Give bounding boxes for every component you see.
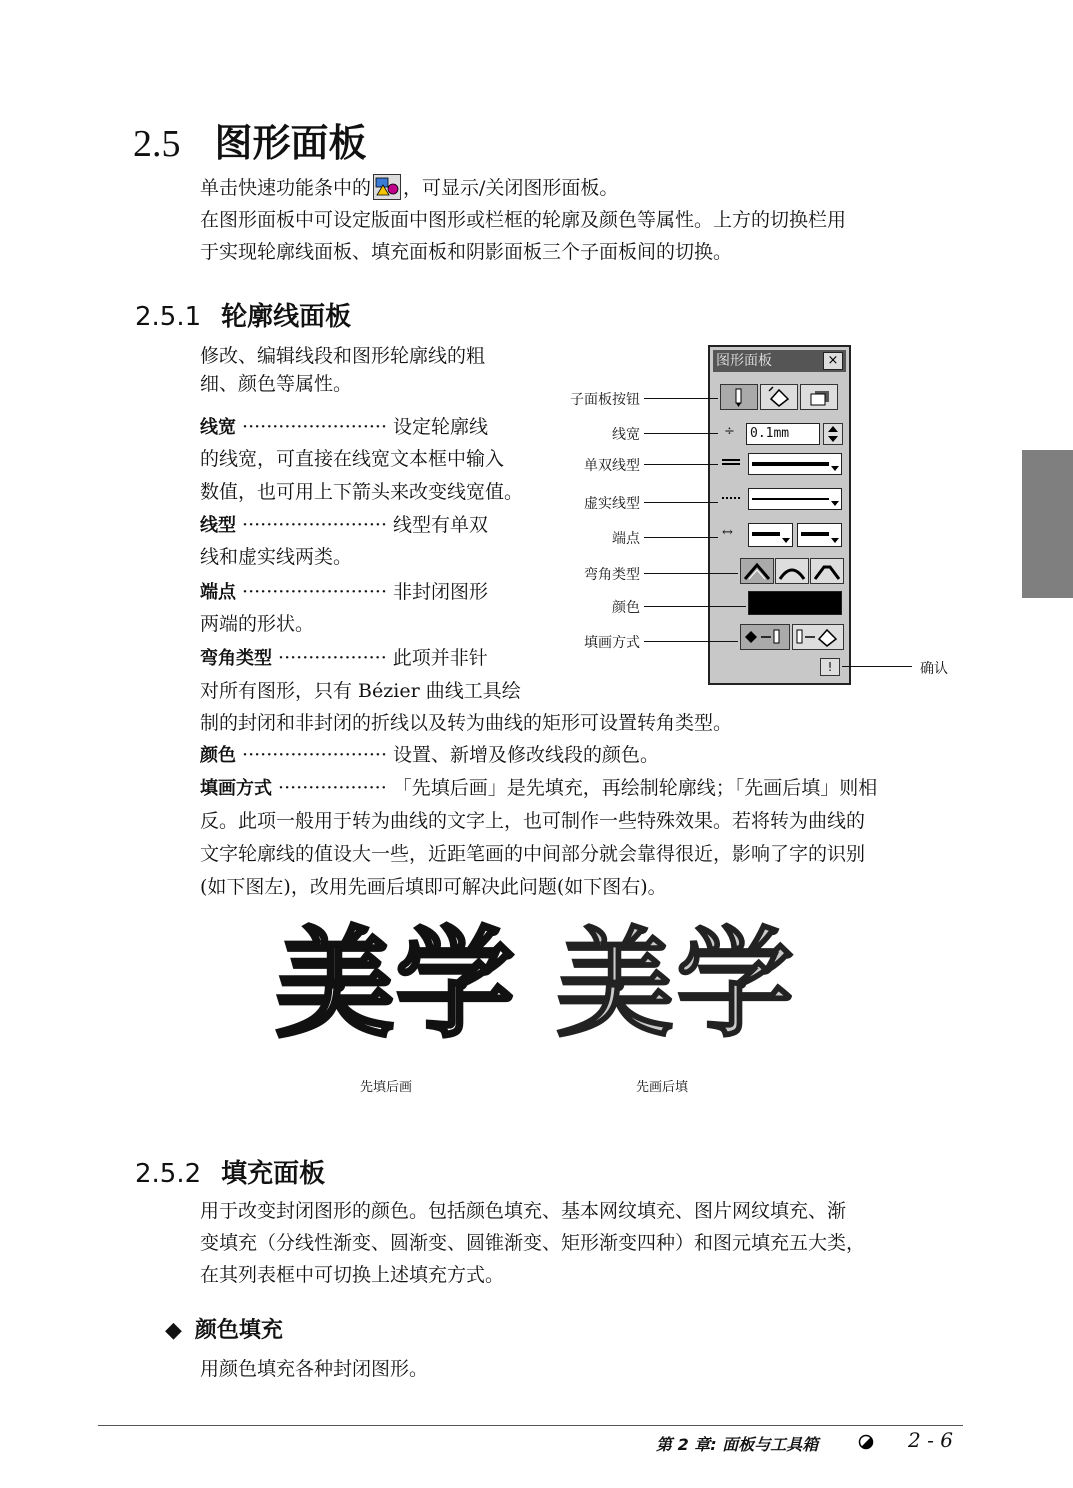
- line-width-icon: ÷: [724, 424, 735, 439]
- footer-rule: [98, 1425, 963, 1426]
- corner-miter-button[interactable]: [740, 558, 774, 584]
- outline-then-fill-icon: [793, 625, 843, 649]
- fill-desc-2: 变填充（分线性渐变、圆渐变、圆锥渐变、矩形渐变四种）和图元填充五大类，: [200, 1232, 866, 1254]
- subsection-heading: 轮廓线面板: [221, 302, 352, 332]
- callout-line: [644, 573, 738, 574]
- term-label: 弯角类型: [200, 648, 272, 669]
- callout-line: [644, 502, 718, 503]
- corner-round-button[interactable]: [775, 558, 809, 584]
- corner-cont-2: 制的封闭和非封闭的折线以及转为曲线的矩形可设置转角类型。: [200, 712, 733, 734]
- term-label: 线宽: [200, 417, 236, 438]
- double-line-icon: [722, 459, 740, 465]
- subsection-number: 2.5.2: [135, 1159, 202, 1189]
- line-width-spinner[interactable]: [823, 423, 843, 445]
- draw-then-fill-button[interactable]: [792, 624, 844, 650]
- subsection-heading: 填充面板: [221, 1159, 326, 1189]
- term-desc: 「先填后画」是先填充，再绘制轮廓线；「先画后填」则相: [392, 777, 878, 799]
- color-fill-title: 颜色填充: [194, 1318, 283, 1343]
- callout-color: 颜色: [612, 600, 640, 616]
- corner-cont-1: 对所有图形，只有 Bézier 曲线工具绘: [200, 680, 521, 702]
- term-corner: 弯角类型 ·················· 此项并非针: [200, 647, 488, 669]
- corner-bevel-button[interactable]: [810, 558, 844, 584]
- callout-line: [644, 398, 718, 399]
- subsection-number: 2.5.1: [135, 302, 202, 332]
- fill-mode-cont-3: (如下图左)，改用先画后填即可解决此问题(如下图右)。: [200, 876, 667, 898]
- draw-then-fill-example: 美学: [556, 915, 797, 1053]
- fill-subpanel-button[interactable]: [760, 384, 798, 410]
- page-number: 2 - 6: [908, 1428, 953, 1452]
- fill-mode-cont-2: 文字轮廓线的值设大一些，近距笔画的中间部分就会靠得很近，影响了字的识别: [200, 843, 866, 865]
- miter-corner-icon: [741, 559, 773, 583]
- confirm-button[interactable]: !: [820, 658, 840, 676]
- term-color: 颜色 ························ 设置、新增及修改线段的颜色。: [200, 744, 660, 766]
- term-desc: 此项并非针: [392, 647, 488, 669]
- panel-title: 图形面板: [716, 353, 772, 369]
- callout-line: [644, 641, 738, 642]
- footer-chapter: 第 2 章: 面板与工具箱: [656, 1435, 819, 1454]
- line-width-cont-2: 数值，也可用上下箭头来改变线宽值。: [200, 481, 524, 503]
- solid-dashed-line-select[interactable]: [748, 488, 842, 510]
- term-label: 颜色: [200, 745, 236, 766]
- shadow-icon: [801, 385, 837, 409]
- single-double-line-select[interactable]: [748, 453, 842, 475]
- term-label: 填画方式: [200, 778, 272, 799]
- term-desc: 非封闭图形: [393, 581, 489, 603]
- callout-endpoint: 端点: [612, 531, 640, 547]
- callout-line: [644, 464, 718, 465]
- section-title: [133, 112, 367, 167]
- term-desc: 设定轮廓线: [393, 416, 489, 438]
- fill-mode-cont-1: 反。此项一般用于转为曲线的文字上，也可制作一些特殊效果。若将转为曲线的: [200, 810, 866, 832]
- callout-single-double: 单双线型: [584, 458, 640, 474]
- term-line-width: 线宽 ························ 设定轮廓线: [200, 416, 489, 438]
- callout-line: [644, 433, 718, 434]
- line-width-input[interactable]: 0.1mm: [746, 423, 820, 445]
- diamond-bullet-icon: ◆: [165, 1318, 182, 1343]
- start-endpoint-select[interactable]: [748, 523, 793, 547]
- fill-desc-1: 用于改变封闭图形的颜色。包括颜色填充、基本网纹填充、图片网纹填充、渐: [200, 1200, 847, 1222]
- endpoint-cont: 两端的形状。: [200, 613, 315, 635]
- term-endpoint: 端点 ························ 非封闭图形: [200, 581, 489, 603]
- bevel-corner-icon: [811, 559, 843, 583]
- color-select[interactable]: [748, 591, 842, 615]
- callout-solid-dashed: 虚实线型: [584, 496, 640, 512]
- outline-desc-1: 修改、编辑线段和图形轮廓线的粗: [200, 345, 486, 367]
- chapter-side-tab: [1022, 450, 1073, 598]
- term-fill-mode: 填画方式 ·················· 「先填后画」是先填充，再绘制轮廓线；「先画后填」则相: [200, 777, 878, 799]
- term-desc: 设置、新增及修改线段的颜色。: [393, 744, 660, 766]
- term-desc: 线型有单双: [393, 514, 489, 536]
- line-type-cont: 线和虚实线两类。: [200, 546, 353, 568]
- right-example-caption: 先画后填: [636, 1080, 689, 1095]
- fill-then-outline-icon: [741, 625, 789, 649]
- fill-then-draw-button[interactable]: [740, 624, 790, 650]
- end-endpoint-select[interactable]: [797, 523, 842, 547]
- close-button[interactable]: ×: [823, 352, 843, 370]
- callout-line: [842, 666, 912, 667]
- callout-line-width: 线宽: [612, 427, 640, 443]
- intro-text-after: ，可显示/关闭图形面板。: [403, 177, 619, 199]
- pen-icon: [721, 385, 757, 409]
- panel-titlebar: [713, 350, 846, 372]
- callout-confirm: 确认: [920, 661, 948, 677]
- color-fill-desc: 用颜色填充各种封闭图形。: [200, 1358, 429, 1380]
- color-fill-heading: [165, 1313, 283, 1344]
- graphic-panel-icon: [373, 174, 401, 200]
- callout-corner-type: 弯角类型: [584, 567, 640, 583]
- outline-desc-2: 细、颜色等属性。: [200, 373, 353, 395]
- callout-subpanel-buttons: 子面板按钮: [570, 392, 640, 408]
- endpoint-arrow-icon: ↔: [722, 525, 733, 540]
- section-number: 2.5: [133, 123, 181, 165]
- left-example-caption: 先填后画: [360, 1080, 413, 1095]
- round-corner-icon: [776, 559, 808, 583]
- spinner-arrows-icon: [824, 424, 842, 444]
- callout-fill-mode: 填画方式: [584, 635, 640, 651]
- fill-desc-3: 在其列表框中可切换上述填充方式。: [200, 1264, 505, 1286]
- term-label: 线型: [200, 515, 236, 536]
- section-heading: 图形面板: [214, 121, 367, 165]
- subsection-title-fill: [135, 1153, 325, 1190]
- intro-line-1: [200, 172, 618, 204]
- half-circle-icon: [858, 1434, 874, 1454]
- dashed-line-icon: [722, 497, 740, 499]
- fill-then-draw-example: 美学: [276, 915, 517, 1053]
- graphic-panel: [708, 345, 851, 685]
- outline-subpanel-button[interactable]: [720, 384, 758, 410]
- intro-line-3: 于实现轮廓线面板、填充面板和阴影面板三个子面板间的切换。: [200, 241, 733, 263]
- line-width-cont-1: 的线宽，可直接在线宽文本框中输入: [200, 448, 505, 470]
- shadow-subpanel-button[interactable]: [800, 384, 838, 410]
- intro-text-before: 单击快速功能条中的: [200, 177, 372, 199]
- paint-bucket-icon: [761, 385, 797, 409]
- intro-line-2: 在图形面板中可设定版面中图形或栏框的轮廓及颜色等属性。上方的切换栏用: [200, 209, 847, 231]
- term-line-type: 线型 ························ 线型有单双: [200, 514, 489, 536]
- callout-line: [644, 537, 718, 538]
- callout-line: [644, 606, 746, 607]
- subsection-title-outline: [135, 296, 351, 333]
- term-label: 端点: [200, 582, 236, 603]
